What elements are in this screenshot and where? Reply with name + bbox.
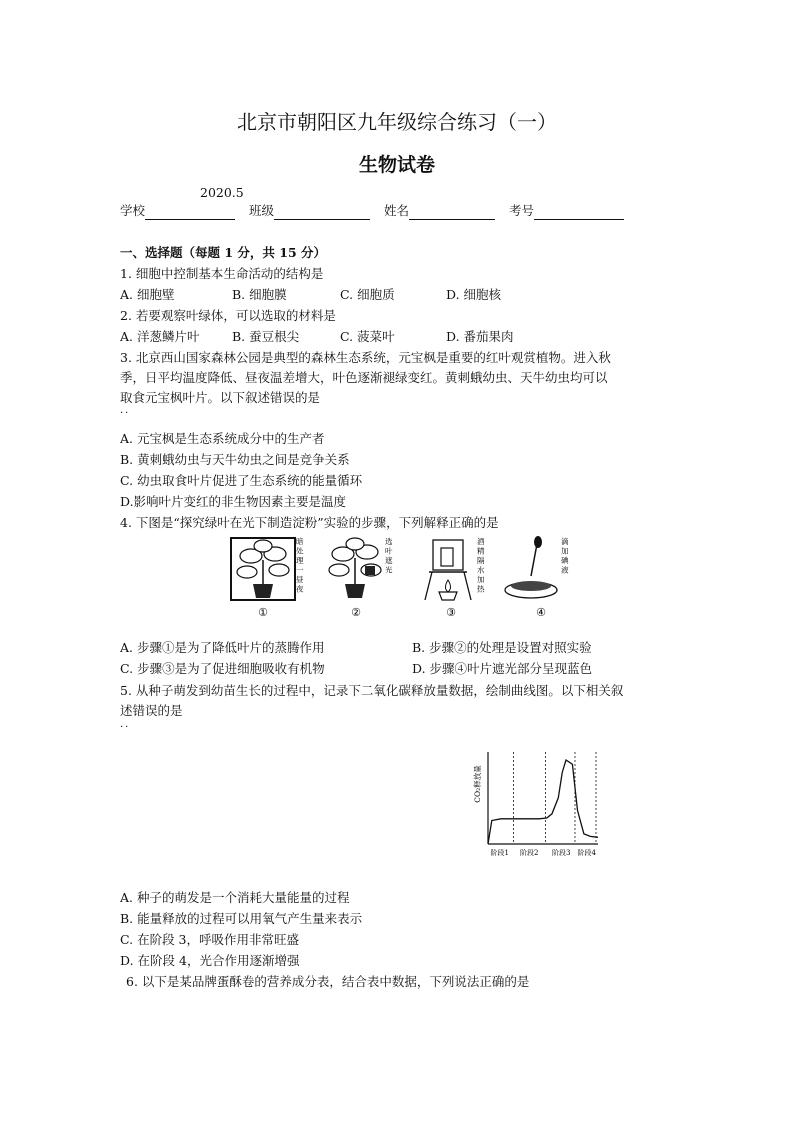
q3-stem-line-3: 取食元宝枫叶片。以下叙述错误的是 [120, 390, 321, 405]
q1-stem: 1. 细胞中控制基本生命活动的结构是 [120, 266, 324, 281]
q3-stem-line-2: 季，日平均温度降低、昼夜温差增大，叶色逐渐褪绿变红。黄刺蛾幼虫、天牛幼虫均可以 [120, 370, 608, 385]
step4-note: 滴加碘液 [561, 537, 569, 575]
step2-covered-leaf-plant [329, 538, 381, 598]
section-heading: 一、选择题（每题 1 分，共 15 分） [120, 245, 327, 260]
co2-release-curve [488, 760, 598, 844]
q3-option-b: B. 黄刺蛾幼虫与天牛幼虫之间是竞争关系 [120, 452, 350, 467]
field-label-name: 姓名 [384, 203, 410, 218]
q2-option-d: D. 番茄果肉 [446, 329, 514, 344]
id-blank[interactable] [534, 207, 624, 220]
q5-option-d: D. 在阶段 4，光合作用逐渐增强 [120, 953, 300, 968]
stage-label-2: 阶段2 [519, 849, 539, 857]
q3-option-a: A. 元宝枫是生态系统成分中的生产者 [120, 431, 325, 446]
field-label-school: 学校 [120, 203, 146, 218]
q4-stem: 4. 下图是“探究绿叶在光下制造淀粉”实验的步骤，下列解释正确的是 [120, 515, 499, 530]
stage-label-4: 阶段4 [577, 849, 597, 857]
step1-dark-box-plant [231, 538, 295, 600]
exam-date: 2020.5 [200, 185, 244, 200]
step3-water-bath-heating [425, 540, 471, 600]
step4-iodine-petri-dish [505, 536, 557, 598]
step2-label: ② [351, 606, 361, 619]
q5-option-b: B. 能量释放的过程可以用氧气产生量来表示 [120, 911, 363, 926]
q2-option-b: B. 蚕豆根尖 [232, 329, 300, 344]
q3-option-c: C. 幼虫取食叶片促进了生态系统的能量循环 [120, 473, 363, 488]
co2-release-chart [470, 744, 610, 862]
name-blank[interactable] [409, 207, 495, 220]
q3-emphasis-dots: ·· [120, 408, 131, 419]
q5-emphasis-dots: ·· [120, 722, 131, 733]
q1-option-b: B. 细胞膜 [232, 287, 287, 302]
q4-option-c: C. 步骤③是为了促进细胞吸收有机物 [120, 661, 325, 676]
q1-option-a: A. 细胞壁 [120, 287, 175, 302]
q2-stem: 2. 若要观察叶绿体，可以选取的材料是 [120, 308, 336, 323]
class-blank[interactable] [274, 207, 370, 220]
step3-label: ③ [446, 606, 456, 619]
step4-label: ④ [536, 606, 546, 619]
q1-option-c: C. 细胞质 [340, 287, 395, 302]
page-subtitle: 生物试卷 [358, 154, 435, 176]
page-title: 北京市朝阳区九年级综合练习（一） [237, 110, 557, 134]
q2-option-a: A. 洋葱鳞片叶 [120, 329, 200, 344]
field-label-class: 班级 [249, 203, 275, 218]
q5-stem-line-2: 述错误的是 [120, 703, 183, 718]
chart-y-axis-label: CO₂释放量 [473, 765, 482, 803]
q2-option-c: C. 菠菜叶 [340, 329, 395, 344]
q5-option-c: C. 在阶段 3，呼吸作用非常旺盛 [120, 932, 299, 947]
q6-stem: 6. 以下是某品牌蛋酥卷的营养成分表，结合表中数据，下列说法正确的是 [126, 974, 530, 989]
q3-option-d: D.影响叶片变红的非生物因素主要是温度 [120, 494, 347, 509]
step3-note: 酒精隔水加热 [477, 537, 485, 594]
field-label-id: 考号 [509, 203, 535, 218]
q4-option-d: D. 步骤④叶片遮光部分呈现蓝色 [412, 661, 593, 676]
school-blank[interactable] [145, 207, 235, 220]
step1-label: ① [258, 606, 268, 619]
stage-label-3: 阶段3 [551, 849, 571, 857]
q5-option-a: A. 种子的萌发是一个消耗大量能量的过程 [120, 890, 350, 905]
step2-note: 选叶遮光 [385, 537, 393, 575]
stage-label-1: 阶段1 [490, 849, 510, 857]
q1-option-d: D. 细胞核 [446, 287, 502, 302]
q4-experiment-figure [225, 534, 595, 620]
q4-option-b: B. 步骤②的处理是设置对照实验 [412, 640, 592, 655]
q4-option-a: A. 步骤①是为了降低叶片的蒸腾作用 [120, 640, 325, 655]
step1-note: 暗处理一昼夜 [296, 537, 304, 594]
q5-stem-line-1: 5. 从种子萌发到幼苗生长的过程中，记录下二氧化碳释放量数据，绘制曲线图。以下相关叙 [120, 683, 624, 698]
info-fields-row [120, 202, 634, 220]
q3-stem-line-1: 3. 北京西山国家森林公园是典型的森林生态系统，元宝枫是重要的红叶观赏植物。进入秋 [120, 350, 611, 365]
